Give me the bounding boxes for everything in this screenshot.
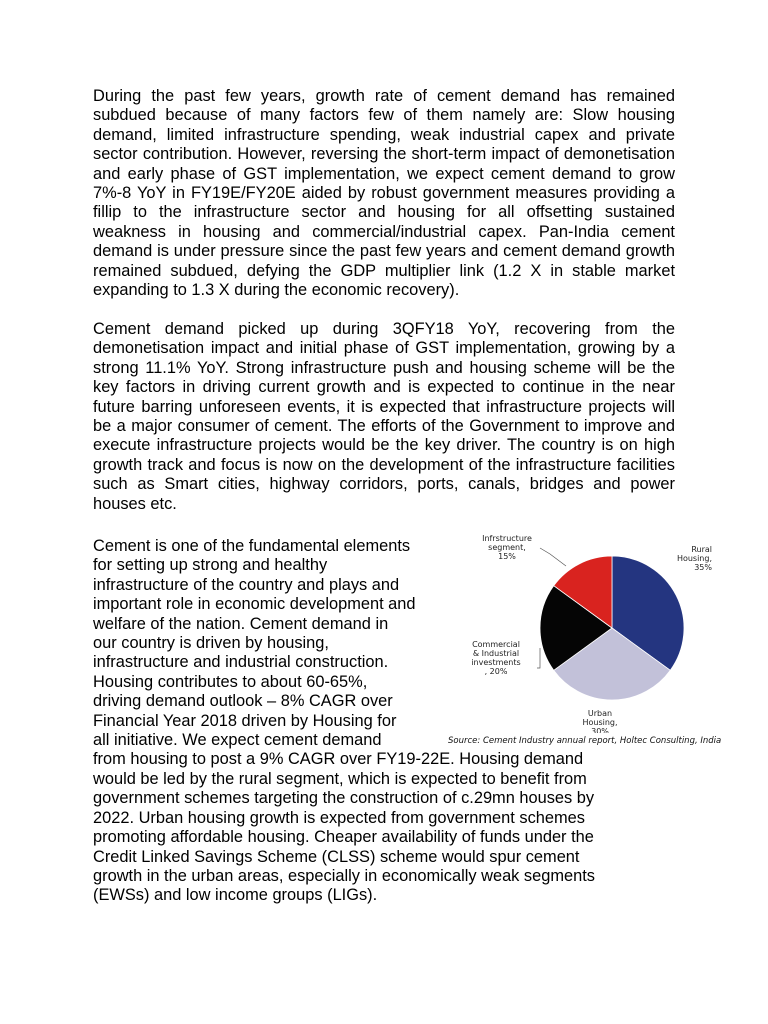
paragraph-line: 2022. Urban housing growth is expected from government schemes: [93, 808, 585, 827]
paragraph-line: promoting affordable housing. Cheaper availability of funds under the: [93, 828, 594, 847]
paragraph-line: (EWSs) and low income groups (LIGs).: [93, 886, 378, 905]
paragraph-line: infrastructure of the country and plays and: [93, 575, 400, 594]
paragraph-line: Cement is one of the fundamental elements: [93, 537, 411, 555]
pie-label: Rural Housing, 35%: [676, 545, 712, 572]
paragraph-line: all initiative. We expect cement demand: [93, 731, 382, 750]
pie-label: Urban Housing, 30%: [582, 709, 618, 733]
paragraph-line: from housing to post a 9% CAGR over FY19-22E. Housing demand: [93, 750, 584, 769]
paragraph-line: would be led by the rural segment, which is expected to benefit from: [93, 769, 587, 788]
demand-share-pie-chart: [440, 528, 758, 753]
paragraph-line: Credit Linked Savings Scheme (CLSS) scheme would spur cement: [93, 847, 580, 866]
paragraph-line: infrastructure and industrial construction.: [93, 653, 389, 672]
pie-leader-line: [540, 548, 566, 566]
pie-label: Commercial & Industrial investments , 20%: [471, 640, 521, 676]
paragraph-line: for setting up strong and healthy: [93, 556, 328, 575]
chart-source-note: Source: Cement Industry annual report, Holtec Consulting, India: [448, 736, 722, 746]
pie-leader-line: [537, 648, 540, 668]
paragraph-cement-demand-recovery: Cement demand picked up during 3QFY18 YoY, recovering from the demonetisation impact and initial phase of GST implementation, growing by a strong 11.1% YoY. Strong infrastructure push and housing scheme will be the key factors in driving current growth and is expected to continue in the near future barring unforeseen events, it is expected that infrastructure projects will be a major consumer of cement. The efforts of the Government to improve and execute infrastructure projects would be the key driver. The country is on high growth track and focus is now on the development of the infrastructure facilities such as Smart cities, highway corridors, ports, canals, bridges and power houses etc.: [93, 320, 675, 513]
pie-label: Infrstructure segment, 15%: [482, 534, 532, 561]
paragraph-line: government schemes targeting the construction of c.29mn houses by: [93, 789, 595, 808]
paragraph-line: welfare of the nation. Cement demand in: [93, 614, 389, 633]
paragraph-line: our country is driven by housing,: [93, 634, 329, 653]
paragraph-line: growth in the urban areas, especially in economically weak segments: [93, 866, 595, 885]
paragraph-cement-demand-outlook: During the past few years, growth rate of cement demand has remained subdued because of many factors few of them namely are: Slow housing demand, limited infrastructure spending, weak industrial capex and private sector contribution. However, reversing the short-term impact of demonetisation and early phase of GST implementation, we expect cement demand to grow 7%-8 YoY in FY19E/FY20E aided by robust government measures providing a fillip to the infrastructure sector and housing for all offsetting sustained weakness in housing and commercial/industrial capex. Pan-India cement demand is under pressure since the past few years and cement demand growth remained subdued, defying the GDP multiplier link (1.2 X in stable market expanding to 1.3 X during the economic recovery).: [93, 87, 675, 300]
pie-chart-svg: [440, 528, 758, 733]
paragraph-line: driving demand outlook – 8% CAGR over: [93, 692, 393, 711]
paragraph-line: Housing contributes to about 60-65%,: [93, 672, 368, 691]
paragraph-line: Financial Year 2018 driven by Housing for: [93, 711, 397, 730]
paragraph-line: important role in economic development and: [93, 595, 416, 614]
